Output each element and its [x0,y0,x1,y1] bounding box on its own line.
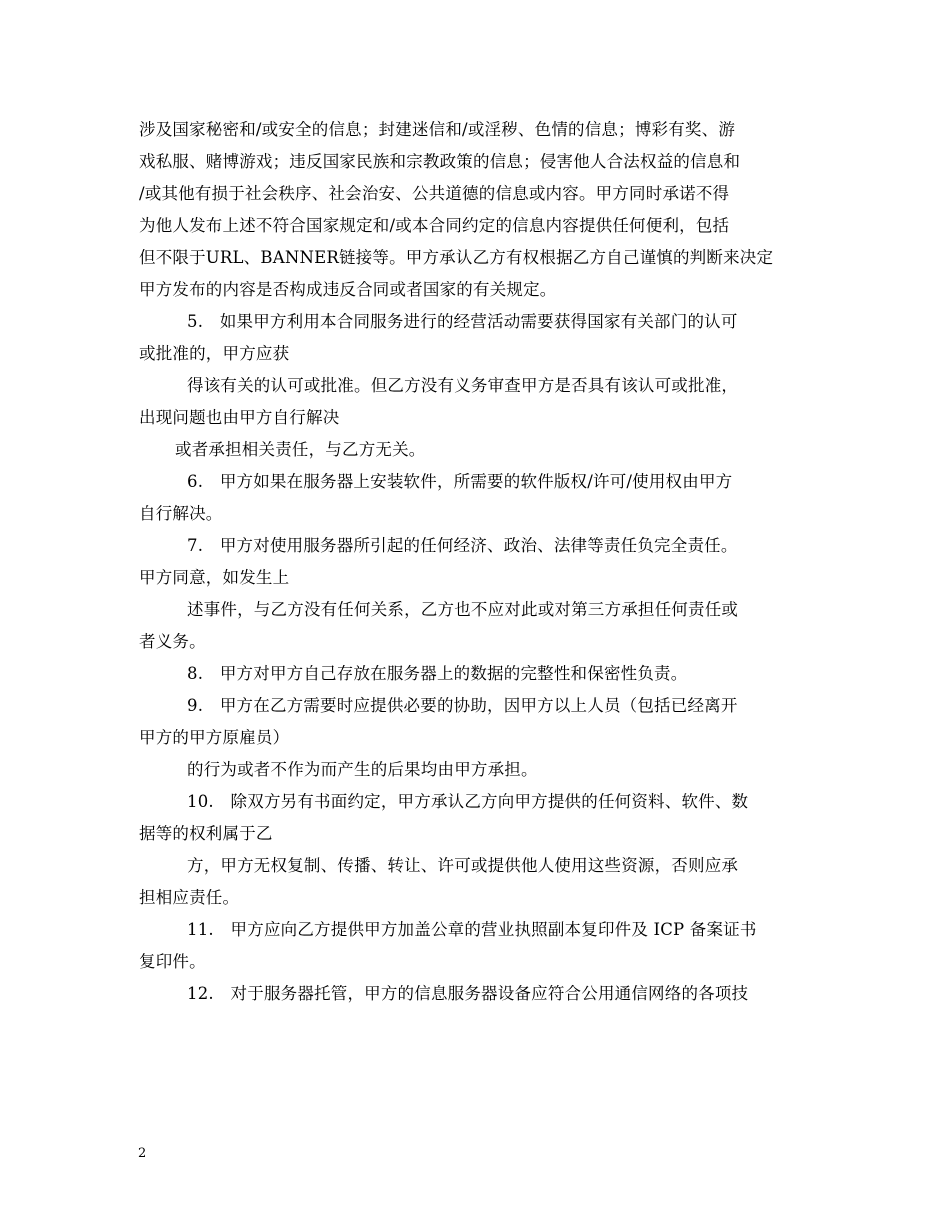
text-line: 11. 甲方应向乙方提供甲方加盖公章的营业执照副本复印件及 ICP 备案证书 [187,920,757,939]
text-line: 甲方的甲方原雇员） [139,728,290,747]
text-line: 12. 对于服务器托管，甲方的信息服务器设备应符合公用通信网络的各项技 [187,984,749,1003]
text-line: 6. 甲方如果在服务器上安装软件，所需要的软件版权/许可/使用权由甲方 [187,472,733,491]
text-line: 得该有关的认可或批准。但乙方没有义务审查甲方是否具有该认可或批准， [187,376,739,395]
text-line: /或其他有损于社会秩序、社会治安、公共道德的信息或内容。甲方同时承诺不得 [139,184,730,203]
text-line: 10. 除双方另有书面约定，甲方承认乙方向甲方提供的任何资料、软件、数 [187,792,749,811]
text-line: 甲方同意，如发生上 [139,568,290,587]
text-line: 出现问题也由甲方自行解决 [139,408,340,427]
text-line: 为他人发布上述不符合国家规定和/或本合同约定的信息内容提供任何便利，包括 [139,216,730,235]
text-line: 或者承担相关责任，与乙方无关。 [175,440,426,459]
text-line: 据等的权利属于乙 [139,824,273,843]
text-line: 5. 如果甲方利用本合同服务进行的经营活动需要获得国家有关部门的认可 [187,312,738,331]
text-line: 或批准的，甲方应获 [139,344,290,363]
text-line: 7. 甲方对使用服务器所引起的任何经济、政治、法律等责任负完全责任。 [187,536,738,555]
text-line: 甲方发布的内容是否构成违反合同或者国家的有关规定。 [139,280,557,299]
text-line: 的行为或者不作为而产生的后果均由甲方承担。 [187,760,538,779]
text-line: 9. 甲方在乙方需要时应提供必要的协助，因甲方以上人员（包括已经离开 [187,696,738,715]
text-line: 复印件。 [139,952,206,971]
text-line: 方，甲方无权复制、传播、转让、许可或提供他人使用这些资源，否则应承 [187,856,739,875]
text-line: 8. 甲方对甲方自己存放在服务器上的数据的完整性和保密性负责。 [187,664,688,683]
text-line: 述事件，与乙方没有任何关系，乙方也不应对此或对第三方承担任何责任或 [187,600,739,619]
document-body [139,114,813,1010]
text-line: 者义务。 [139,632,206,651]
text-line: 但不限于URL、BANNER链接等。甲方承认乙方有权根据乙方自己谨慎的判断来决定 [139,248,774,267]
text-line: 涉及国家秘密和/或安全的信息；封建迷信和/或淫秽、色情的信息；博彩有奖、游 [139,120,736,139]
text-line: 担相应责任。 [139,888,240,907]
text-line: 自行解决。 [139,504,223,523]
text-line: 戏私服、赌博游戏；违反国家民族和宗教政策的信息；侵害他人合法权益的信息和 [139,152,741,171]
page-number: 2 [138,1146,147,1161]
